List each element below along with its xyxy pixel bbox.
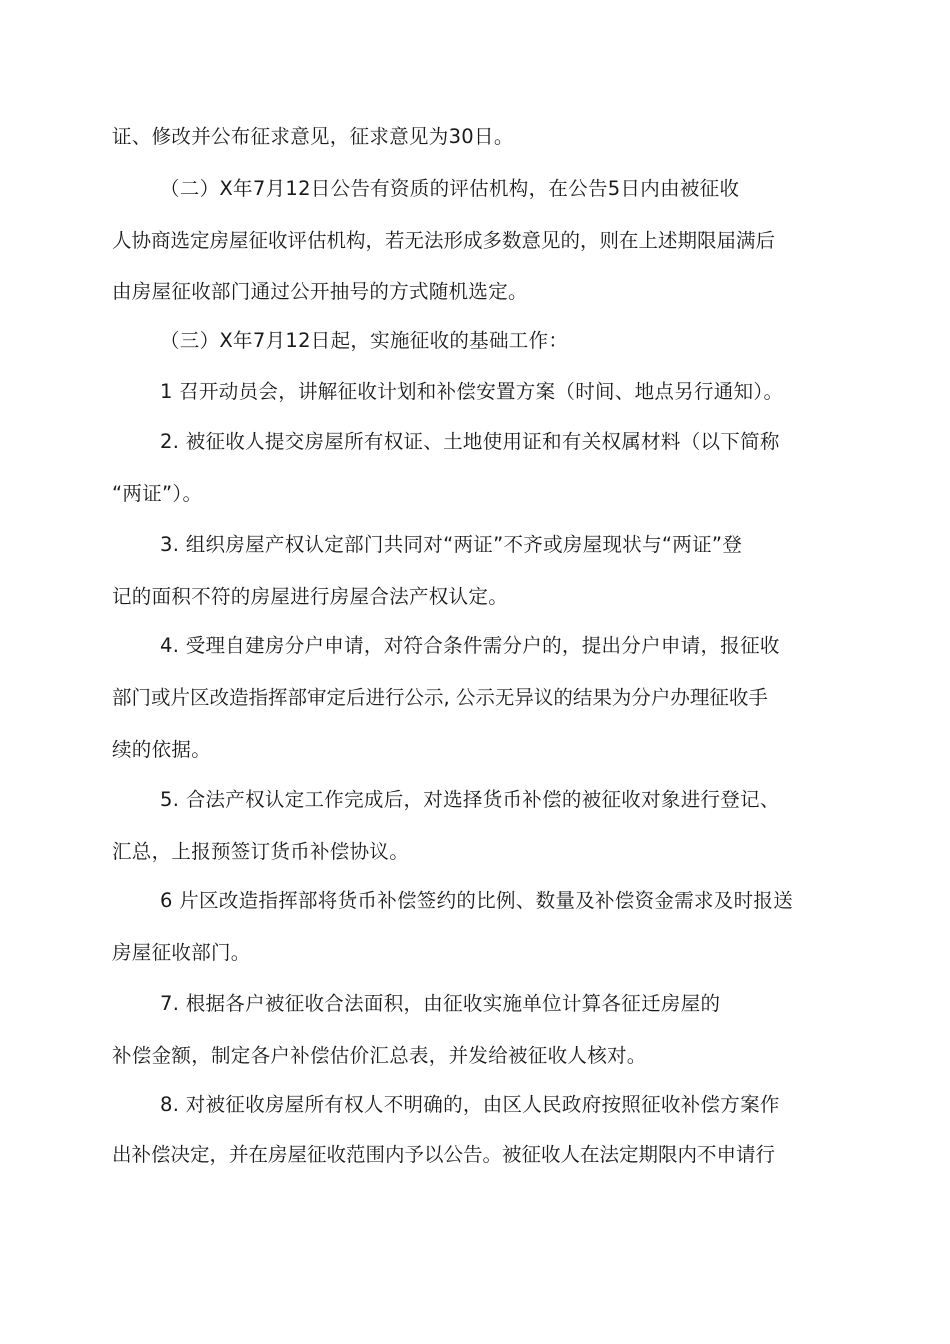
text-line: 部门或片区改造指挥部审定后进行公示, 公示无异议的结果为分户办理征收手 (112, 686, 768, 709)
text-line: 续的依据。 (112, 738, 212, 761)
text-line: “两证”）。 (112, 482, 203, 505)
text-line: 出补偿决定，并在房屋征收范围内予以公告。被征收人在法定期限内不申请行 (112, 1143, 776, 1166)
text-line: 7. 根据各户被征收合法面积，由征收实施单位计算各征迁房屋的 (160, 992, 721, 1015)
text-line: 6 片区改造指挥部将货币补偿签约的比例、数量及补偿资金需求及时报送 (160, 889, 794, 912)
text-line: 5. 合法产权认定工作完成后，对选择货币补偿的被征收对象进行登记、 (160, 788, 780, 811)
text-line: 补偿金额，制定各户补偿估价汇总表，并发给被征收人核对。 (112, 1044, 647, 1067)
text-line: 8. 对被征收房屋所有权人不明确的，由区人民政府按照征收补偿方案作 (160, 1093, 780, 1116)
text-line: 1 召开动员会，讲解征收计划和补偿安置方案（时间、地点另行通知）。 (160, 380, 784, 403)
text-line: （二）X年7月12日公告有资质的评估机构，在公告5日内由被征收 (160, 177, 740, 200)
text-line: 证、修改并公布征求意见，征求意见为30日。 (112, 125, 514, 148)
text-line: 汇总，上报预签订货币补偿协议。 (112, 840, 410, 863)
text-line: 人协商选定房屋征收评估机构，若无法形成多数意见的，则在上述期限届满后 (112, 229, 776, 252)
text-line: 由房屋征收部门通过公开抽号的方式随机选定。 (112, 280, 528, 303)
text-line: （三）X年7月12日起，实施征收的基础工作： (160, 329, 569, 352)
text-line: 2. 被征收人提交房屋所有权证、土地使用证和有关权属材料（以下简称 (160, 430, 780, 453)
text-line: 4. 受理自建房分户申请，对符合条件需分户的，提出分户申请，报征收 (160, 634, 780, 657)
text-line: 3. 组织房屋产权认定部门共同对“两证”不齐或房屋现状与“两证”登 (160, 533, 743, 556)
text-line: 记的面积不符的房屋进行房屋合法产权认定。 (112, 585, 509, 608)
text-line: 房屋征收部门。 (112, 941, 251, 964)
